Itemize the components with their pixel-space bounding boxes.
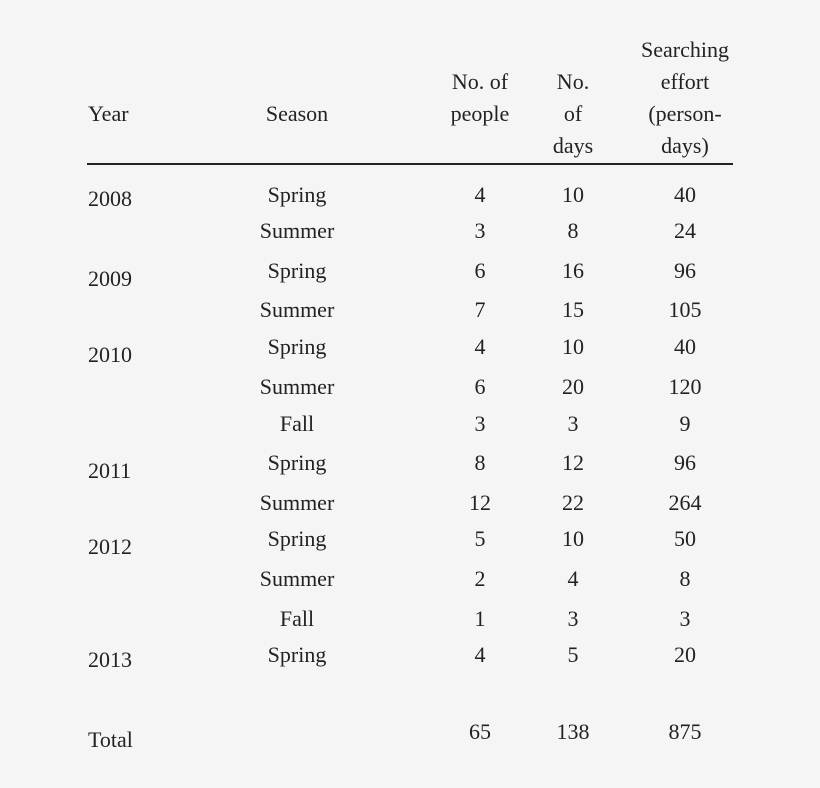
header-season: Season xyxy=(265,101,329,126)
effort-cell: 264 xyxy=(668,490,702,515)
people-cell: 7 xyxy=(474,297,486,322)
days-cell: 15 xyxy=(562,297,584,322)
season-cell: Fall xyxy=(279,606,315,631)
season-cell: Spring xyxy=(267,334,327,359)
year-cell: 2011 xyxy=(88,458,132,483)
season-cell: Summer xyxy=(259,566,335,591)
year-cell: 2010 xyxy=(88,342,132,367)
year-cell: 2008 xyxy=(88,186,132,211)
year-cell: 2013 xyxy=(88,647,132,672)
people-cell: 8 xyxy=(474,450,486,475)
days-cell: 10 xyxy=(562,334,584,359)
effort-cell: 40 xyxy=(674,334,696,359)
days-cell: 4 xyxy=(567,566,579,591)
effort-cell: 120 xyxy=(668,374,702,399)
people-cell: 4 xyxy=(474,642,486,667)
header-days-line-3: days xyxy=(552,133,594,158)
season-cell: Summer xyxy=(259,218,335,243)
days-cell: 5 xyxy=(567,642,579,667)
effort-cell: 50 xyxy=(674,526,696,551)
people-cell: 5 xyxy=(474,526,486,551)
total-people: 65 xyxy=(469,719,491,744)
header-people xyxy=(451,66,510,130)
header-effort-line-3: (person- xyxy=(648,101,722,126)
header-effort xyxy=(641,34,729,162)
header-rule xyxy=(87,163,733,165)
effort-cell: 9 xyxy=(679,411,691,436)
header-days-line-1: No. xyxy=(556,69,590,94)
header-days-line-2: of xyxy=(563,101,583,126)
days-cell: 3 xyxy=(567,411,579,436)
season-cell: Fall xyxy=(279,411,315,436)
days-cell: 3 xyxy=(567,606,579,631)
people-cell: 4 xyxy=(474,334,486,359)
people-cell: 1 xyxy=(474,606,486,631)
season-cell: Spring xyxy=(267,526,327,551)
header-year: Year xyxy=(88,101,129,126)
header-people-line-1: No. of xyxy=(451,69,509,94)
season-cell: Spring xyxy=(267,450,327,475)
effort-cell: 96 xyxy=(674,258,696,283)
days-cell: 10 xyxy=(562,526,584,551)
people-cell: 4 xyxy=(474,182,486,207)
people-cell: 3 xyxy=(474,411,486,436)
header-effort-line-1: Searching xyxy=(641,37,729,62)
effort-cell: 105 xyxy=(668,297,702,322)
effort-cell: 40 xyxy=(674,182,696,207)
effort-cell: 24 xyxy=(674,218,696,243)
year-cell: 2012 xyxy=(88,534,132,559)
total-effort: 875 xyxy=(668,719,702,744)
year-cell: 2009 xyxy=(88,266,132,291)
effort-cell: 3 xyxy=(679,606,691,631)
total-days: 138 xyxy=(556,719,590,744)
days-cell: 12 xyxy=(562,450,584,475)
header-days xyxy=(553,66,593,162)
season-cell: Summer xyxy=(259,297,335,322)
people-cell: 6 xyxy=(474,374,486,399)
effort-cell: 8 xyxy=(679,566,691,591)
total-label: Total xyxy=(88,727,133,752)
header-effort-line-4: days) xyxy=(661,133,709,158)
effort-cell: 20 xyxy=(674,642,696,667)
days-cell: 10 xyxy=(562,182,584,207)
days-cell: 22 xyxy=(562,490,584,515)
season-cell: Summer xyxy=(259,490,335,515)
days-cell: 20 xyxy=(562,374,584,399)
season-cell: Summer xyxy=(259,374,335,399)
season-cell: Spring xyxy=(267,258,327,283)
days-cell: 16 xyxy=(562,258,584,283)
header-effort-line-2: effort xyxy=(660,69,710,94)
season-cell: Spring xyxy=(267,642,327,667)
people-cell: 6 xyxy=(474,258,486,283)
people-cell: 2 xyxy=(474,566,486,591)
days-cell: 8 xyxy=(567,218,579,243)
season-cell: Spring xyxy=(267,182,327,207)
people-cell: 12 xyxy=(469,490,491,515)
header-people-line-2: people xyxy=(450,101,510,126)
effort-cell: 96 xyxy=(674,450,696,475)
people-cell: 3 xyxy=(474,218,486,243)
